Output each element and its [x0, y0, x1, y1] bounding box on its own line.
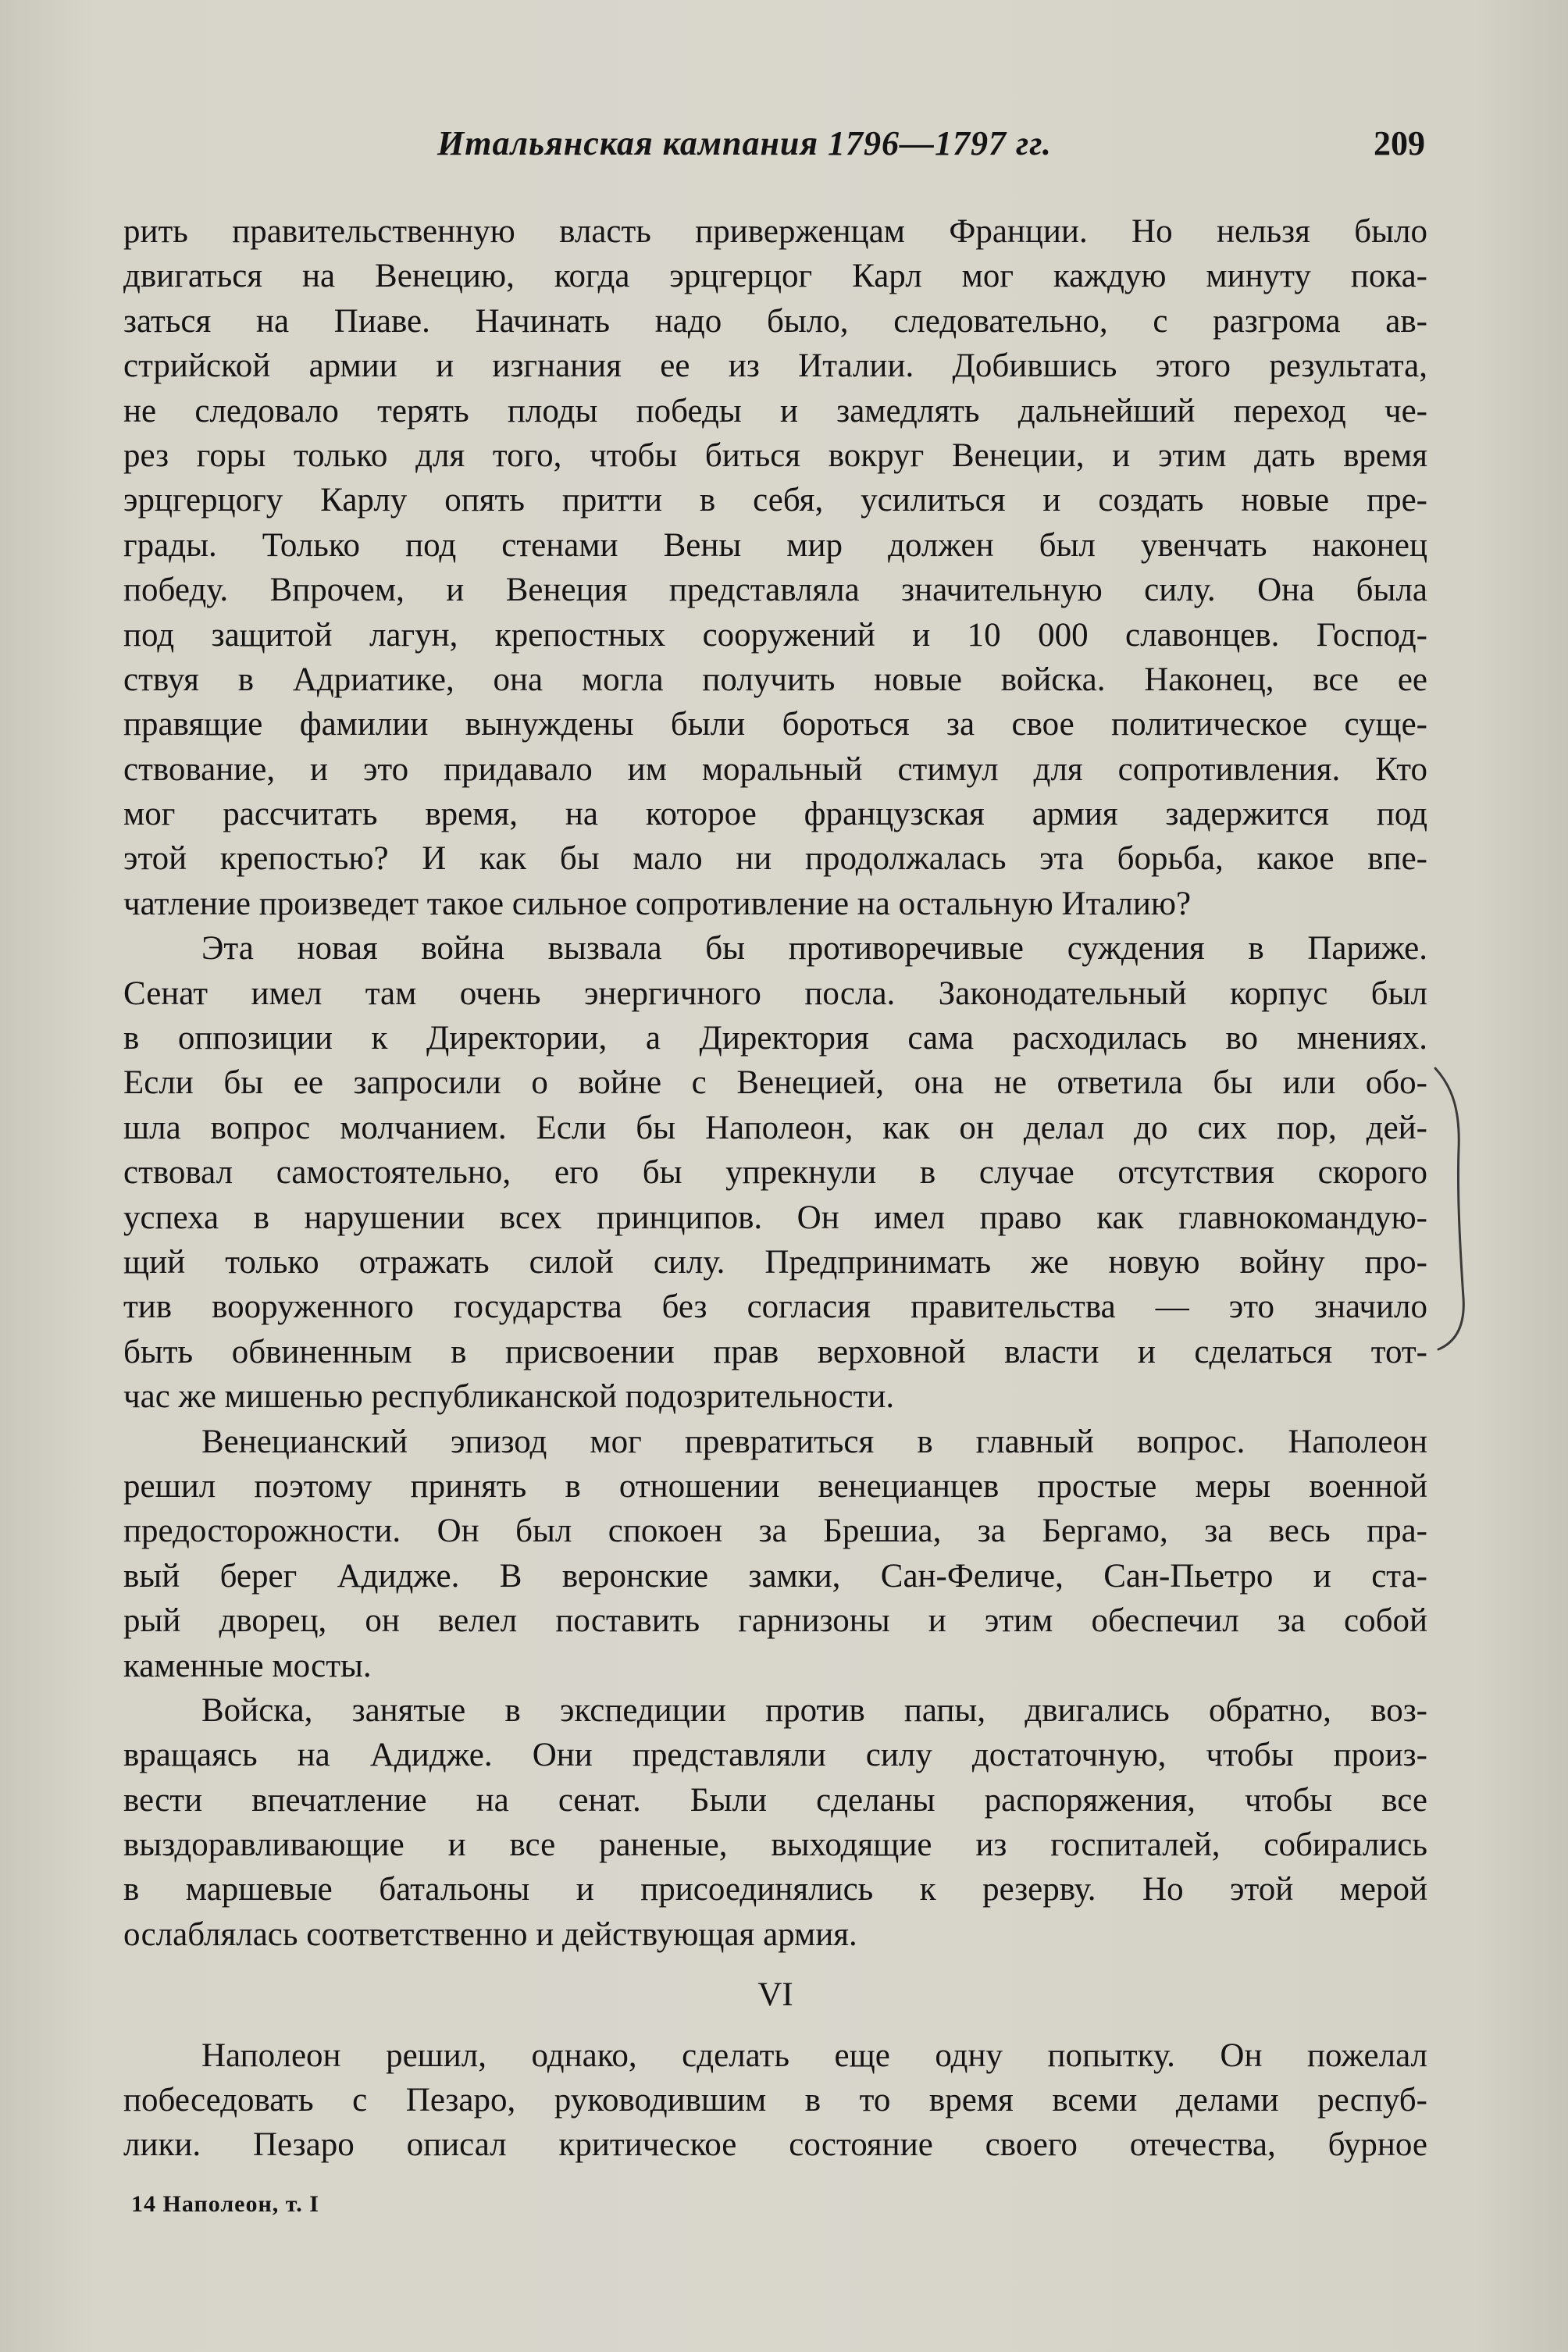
section-heading: VI	[757, 1976, 793, 2014]
text-line: в маршевые батальоны и присоединялись к резерву. Но этой мерой	[123, 1871, 1427, 1908]
text-line: победу. Впрочем, и Венеция представляла значительную силу. Она была	[123, 572, 1427, 609]
text-line: ослаблялась соответственно и действующая армия.	[123, 1915, 857, 1953]
text-line: лики. Пезаро описал критическое состояние своего отечества, бурное	[123, 2126, 1427, 2164]
text-line: не следовало терять плоды победы и замедлять дальнейший переход че-	[123, 392, 1427, 429]
text-line: тив вооруженного государства без согласия правительства — это значило	[123, 1288, 1427, 1326]
page-number: 209	[1374, 124, 1425, 162]
text-line: побеседовать с Пезаро, руководившим в то время всеми делами респуб-	[123, 2082, 1427, 2119]
text-line: шла вопрос молчанием. Если бы Наполеон, как он делал до сих пор, дей-	[123, 1109, 1427, 1146]
paragraph-start: Наполеон решил, однако, сделать еще одну попытку. Он пожелал	[201, 2037, 1427, 2074]
text-line: каменные мосты.	[123, 1647, 372, 1684]
section-gap	[123, 1957, 1427, 1972]
paragraph-start: Венецианский эпизод мог превратиться в главный вопрос. Наполеон	[201, 1423, 1427, 1460]
text-line: ствовал самостоятельно, его бы упрекнули в случае отсутствия скорого	[123, 1154, 1427, 1192]
body-text	[123, 209, 1427, 2168]
text-line: предосторожности. Он был спокоен за Брешиа, за Бергамо, за весь пра-	[123, 1513, 1427, 1550]
text-line: рез горы только для того, чтобы биться вокруг Венеции, и этим дать время	[123, 437, 1427, 474]
running-head	[437, 123, 1425, 178]
text-line: быть обвиненным в присвоении прав верховной власти и сделаться тот-	[123, 1333, 1427, 1370]
text-line: в оппозиции к Директории, а Директория сама расходилась во мнениях.	[123, 1020, 1427, 1057]
text-line: вести впечатление на сенат. Были сделаны распоряжения, чтобы все	[123, 1781, 1427, 1819]
text-line: правящие фамилии вынуждены были бороться за свое политическое суще-	[123, 706, 1427, 743]
text-line: час же мишенью республиканской подозрительности.	[123, 1378, 895, 1416]
signature-mark: 14 Наполеон, т. I	[131, 2191, 319, 2217]
text-line: чатление произведет такое сильное сопротивление на остальную Италию?	[123, 885, 1192, 922]
text-line: ствуя в Адриатике, она могла получить новые войска. Наконец, все ее	[123, 661, 1427, 698]
text-line: рить правительственную власть приверженцам Франции. Но нельзя было	[123, 213, 1427, 250]
text-line: рый дворец, он велел поставить гарнизоны и этим обеспечил за собой	[123, 1602, 1427, 1640]
text-line: успеха в нарушении всех принципов. Он имел право как главнокомандую-	[123, 1199, 1427, 1236]
text-line: вращаясь на Адидже. Они представляли силу достаточную, чтобы произ-	[123, 1737, 1427, 1774]
text-line: заться на Пиаве. Начинать надо было, следовательно, с разгрома ав-	[123, 302, 1427, 340]
text-line: ствование, и это придавало им моральный стимул для сопротивления. Кто	[123, 750, 1427, 788]
text-line: решил поэтому принять в отношении венецианцев простые меры военной	[123, 1467, 1427, 1505]
text-line: выздоравливающие и все раненые, выходящие из госпиталей, собирались	[123, 1826, 1427, 1864]
text-line: двигаться на Венецию, когда эрцгерцог Карл мог каждую минуту пока-	[123, 258, 1427, 295]
text-line: Если бы ее запросили о войне с Венецией, она не ответила бы или обо-	[123, 1064, 1427, 1102]
text-line: мог рассчитать время, на которое французская армия задержится под	[123, 796, 1427, 833]
paragraph-start: Войска, занятые в экспедиции против папы, двигались обратно, воз-	[201, 1691, 1427, 1729]
section-gap	[123, 2018, 1427, 2033]
paragraph-start: Эта новая война вызвала бы противоречивые суждения в Париже.	[201, 930, 1427, 968]
running-title: Итальянская кампания 1796—1797 гг.	[437, 124, 1052, 162]
text-line: грады. Только под стенами Вены мир должен был увенчать наконец	[123, 526, 1427, 564]
margin-bracket-mark	[1429, 1064, 1476, 1352]
text-line: Сенат имел там очень энергичного посла. Законодательный корпус был	[123, 975, 1427, 1012]
text-line: этой крепостью? И как бы мало ни продолжалась эта борьба, какое впе-	[123, 840, 1427, 878]
text-line: вый берег Адидже. В веронские замки, Сан-Феличе, Сан-Пьетро и ста-	[123, 1557, 1427, 1595]
text-line: эрцгерцогу Карлу опять притти в себя, усилиться и создать новые пре-	[123, 482, 1427, 519]
text-line: щий только отражать силой силу. Предпринимать же новую войну про-	[123, 1243, 1427, 1281]
text-line: стрийской армии и изгнания ее из Италии. Добившись этого результата,	[123, 347, 1427, 385]
text-line: под защитой лагун, крепостных сооружений и 10 000 славонцев. Господ-	[123, 616, 1427, 654]
